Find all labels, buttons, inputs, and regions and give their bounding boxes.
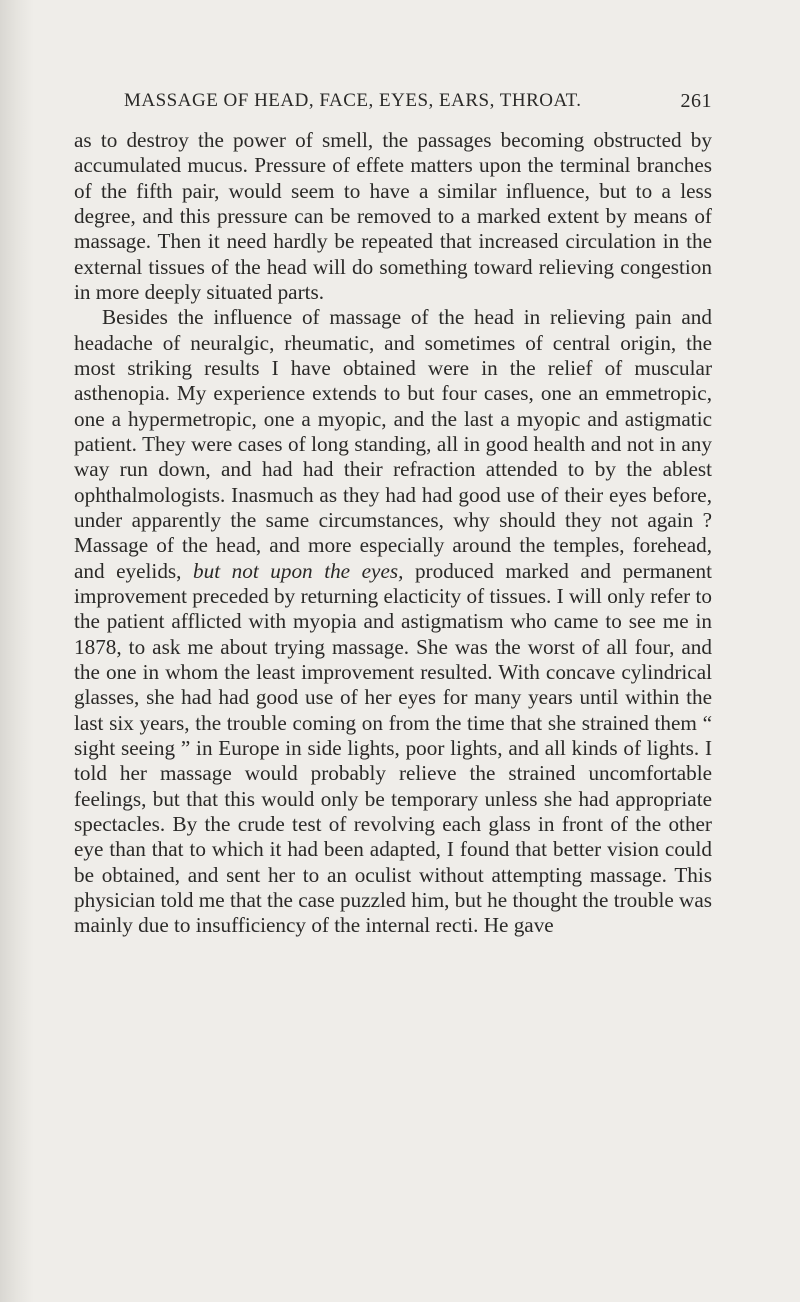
running-head-title: MASSAGE OF HEAD, FACE, EYES, EARS, THROAT. [124,90,582,111]
paragraph-2-italic-phrase: but not upon the eyes, [193,558,404,583]
spine-shadow [0,0,34,1302]
paragraph-1-text: as to destroy the power of smell, the passages becoming obstructed by accumulated mucus. Pressure of effete matters upon the terminal branches of the fifth pair, would seem to have a similar influence, but to a less degree, and this pressure can be removed to a marked extent by means of massage. Then it need hardly be repeated that increased circulation in the external tissues of the head will do something toward relieving congestion in more deeply situated parts. [74,128,712,304]
paragraph-2 [74,305,712,938]
paragraph-2-text-end: produced marked and permanent improvement preceded by returning elacticity of tissues. I will only refer to the patient afflicted with myopia and astigmatism who came to see me in 1878, to ask me about trying massage. She was the worst of all four, and the one in whom the least improvement resulted. With concave cylindrical glasses, she had had good use of her eyes for many years until within the last six years, the trouble coming on from the time that she strained them “ sight seeing ” in Europe in side lights, poor lights, and all kinds of lights. I told her massage would probably relieve the strained uncomfortable feelings, but that this would only be temporary unless she had appropriate spectacles. By the crude test of revolving each glass in front of the other eye than that to which it had been adapted, I found that better vision could be obtained, and sent her to an oculist without attempting massage. This physician told me that the case puzzled him, but he thought the trouble was mainly due to insufficiency of the internal recti. He gave [74,558,712,938]
paragraph-1 [74,128,712,305]
page-number: 261 [680,90,712,112]
running-head [74,80,712,120]
body-text [74,128,712,939]
paragraph-2-text-start: Besides the influence of massage of the head in relieving pain and headache of neuralgic, rheumatic, and sometimes of central origin, the most striking results I have obtained were in the relief of muscular asthenopia. My experience extends to but four cases, one an emmetropic, one a hypermetropic, one a myopic, and the last a myopic and astigmatic patient. They were cases of long standing, all in good health and not in any way run down, and had had their refraction attended to by the ablest ophthalmologists. Inasmuch as they had had good use of their eyes before, under apparently the same circumstances, why should they not again ? Massage of the head, and more especially around the temples, forehead, and eyelids, [74,305,712,583]
